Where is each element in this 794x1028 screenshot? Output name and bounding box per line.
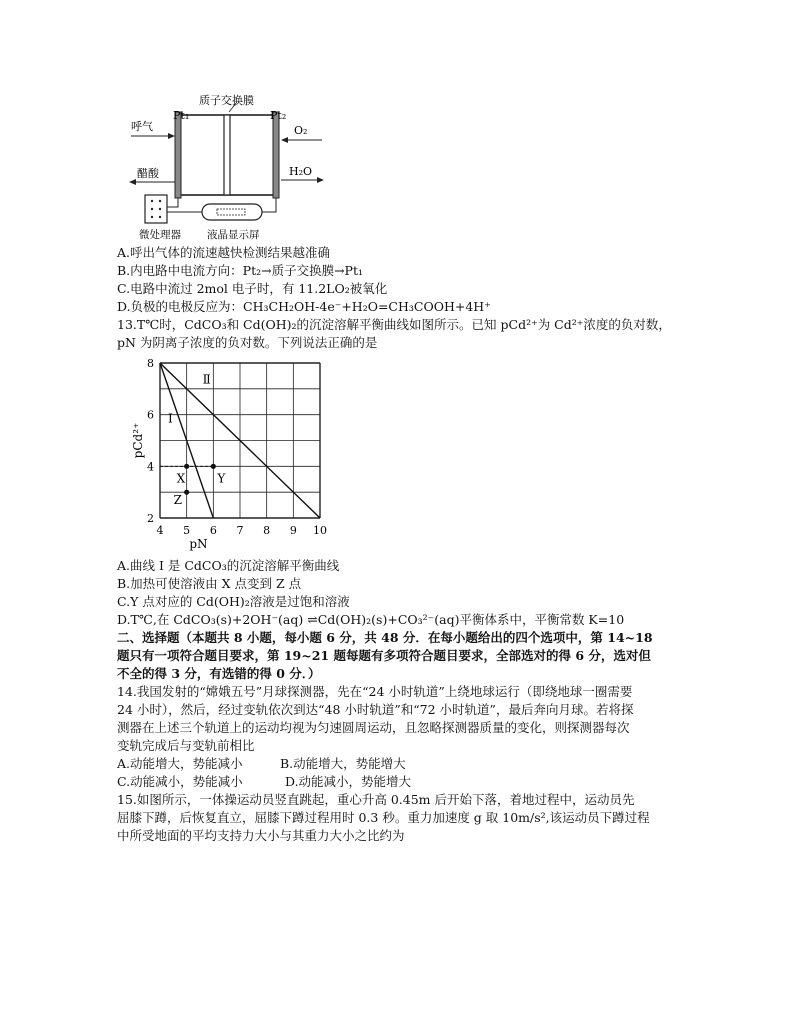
y-tick-4: 4: [147, 460, 154, 474]
x-tick-4: 4: [156, 524, 164, 537]
q14-option-c: C.动能减小，势能减小: [117, 774, 243, 789]
lcd-label: 液晶显示屏: [207, 229, 260, 241]
q14-option-d: D.动能减小，势能增大: [285, 774, 412, 789]
x-tick-6: 6: [209, 524, 217, 537]
q12-option-b: B.内电路中电流方向：Pt₂→质子交换膜→Pt₁: [117, 263, 363, 278]
processor-label: 微处理器: [139, 229, 181, 241]
q15-stem-line-3: 中所受地面的平均支持力大小与其重力大小之比约为: [117, 828, 405, 843]
point-y: [211, 464, 216, 469]
pt1-label: Pt₁: [173, 109, 190, 122]
chart-points: [160, 464, 226, 507]
q14-stem-line-4: 变轨完成后与变轨前相比: [117, 738, 255, 753]
q13-option-a: A.曲线 I 是 CdCO₃的沉淀溶解平衡曲线: [117, 558, 340, 573]
q15-stem-line-2: 屈膝下蹲，后恢复直立，屈膝下蹲过程用时 0.3 秒。重力加速度 g 取 10m/s²,该运动员下蹲过程: [117, 810, 650, 825]
point-label-z: Z: [173, 493, 183, 508]
curve-label-2: Ⅱ: [202, 372, 211, 387]
microprocessor-box: [145, 195, 167, 223]
q13-stem-line-1: 13.T℃时，CdCO₃和 Cd(OH)₂的沉淀溶解平衡曲线如图所示。已知 pCd²⁺为 Cd²⁺浓度的负对数，: [117, 317, 671, 332]
q12-option-c: C.电路中流过 2mol 电子时，有 11.2LO₂被氧化: [117, 281, 388, 296]
breath-label: 呼气: [131, 120, 153, 133]
q14-stem-line-2: 24 小时），然后，经过变轨依次到达“48 小时轨道”和“72 小时轨道”，最后奔向月球。若将探: [117, 702, 634, 717]
acetic-acid-label: 醋酸: [137, 167, 159, 180]
proton-membrane: [224, 115, 230, 195]
y-tick-8: 8: [147, 357, 154, 370]
pt1-electrode: [175, 112, 181, 198]
q14-stem-line-1: 14.我国发射的“嫦娥五号”月球探测器，先在“24 小时轨道”上绕地球运行（即绕地球一圈需要: [117, 684, 633, 699]
h2o-label: H₂O: [289, 165, 313, 178]
q12-option-d: D.负极的电极反应为：CH₃CH₂OH-4e⁻+H₂O=CH₃COOH+4H⁺: [117, 299, 491, 314]
point-x: [184, 464, 189, 469]
point-label-x: X: [176, 471, 186, 486]
chart-ticks: [147, 357, 327, 537]
section2-header-line-3: 不全的得 3 分，有选错的得 0 分．）: [117, 666, 321, 681]
x-tick-10: 10: [313, 524, 327, 537]
lcd-display: [202, 204, 262, 220]
x-tick-9: 9: [289, 524, 297, 537]
pt2-electrode: [273, 112, 279, 198]
x-tick-5: 5: [183, 524, 191, 537]
membrane-label: 质子交换膜: [199, 94, 254, 107]
point-z: [184, 490, 189, 495]
pt2-label: Pt₂: [270, 109, 287, 122]
q13-option-b: B.加热可使溶液由 X 点变到 Z 点: [117, 576, 302, 591]
q13-stem-line-2: pN 为阴离子浓度的负对数。下列说法正确的是: [117, 335, 378, 350]
x-axis-label: pN: [189, 537, 208, 551]
section2-header-line-1: 二、选择题（本题共 8 小题，每小题 6 分，共 48 分．在每小题给出的四个选项中，第 14~18: [117, 630, 653, 645]
q14-stem-line-3: 测器在上述三个轨道上的运动均视为匀速圆周运动，且忽略探测器质量的变化，则探测器每次: [117, 720, 630, 735]
x-tick-8: 8: [263, 524, 271, 537]
x-tick-7: 7: [236, 524, 244, 537]
point-label-y: Y: [217, 471, 226, 486]
curve-label-1: I: [168, 411, 173, 426]
fuel-cell-diagram: [117, 90, 327, 250]
q14-option-a: A.动能增大，势能减小: [117, 756, 243, 771]
y-tick-2: 2: [147, 512, 154, 525]
o2-label: O₂: [294, 124, 308, 137]
q13-option-d: D.T℃,在 CdCO₃(s)+2OH⁻(aq) ⇌Cd(OH)₂(s)+CO₃²⁻(aq)平衡体系中，平衡常数 K=10: [117, 612, 625, 627]
q14-option-b: B.动能增大，势能增大: [280, 756, 406, 771]
q12-option-a: A.呼出气体的流速越快检测结果越准确: [117, 245, 331, 260]
y-tick-6: 6: [147, 408, 154, 422]
q13-option-c: C.Y 点对应的 Cd(OH)₂溶液是过饱和溶液: [117, 594, 350, 609]
solubility-chart: [120, 355, 340, 555]
q15-stem-line-1: 15.如图所示，一体操运动员竖直跳起，重心升高 0.45m 后开始下落，着地过程中，运动员先: [117, 792, 635, 807]
y-axis-label: pCd²⁺: [131, 422, 145, 459]
section2-header-line-2: 题只有一项符合题目要求，第 19~21 题每题有多项符合题目要求，全部选对的得 6 分，选对但: [117, 648, 651, 663]
